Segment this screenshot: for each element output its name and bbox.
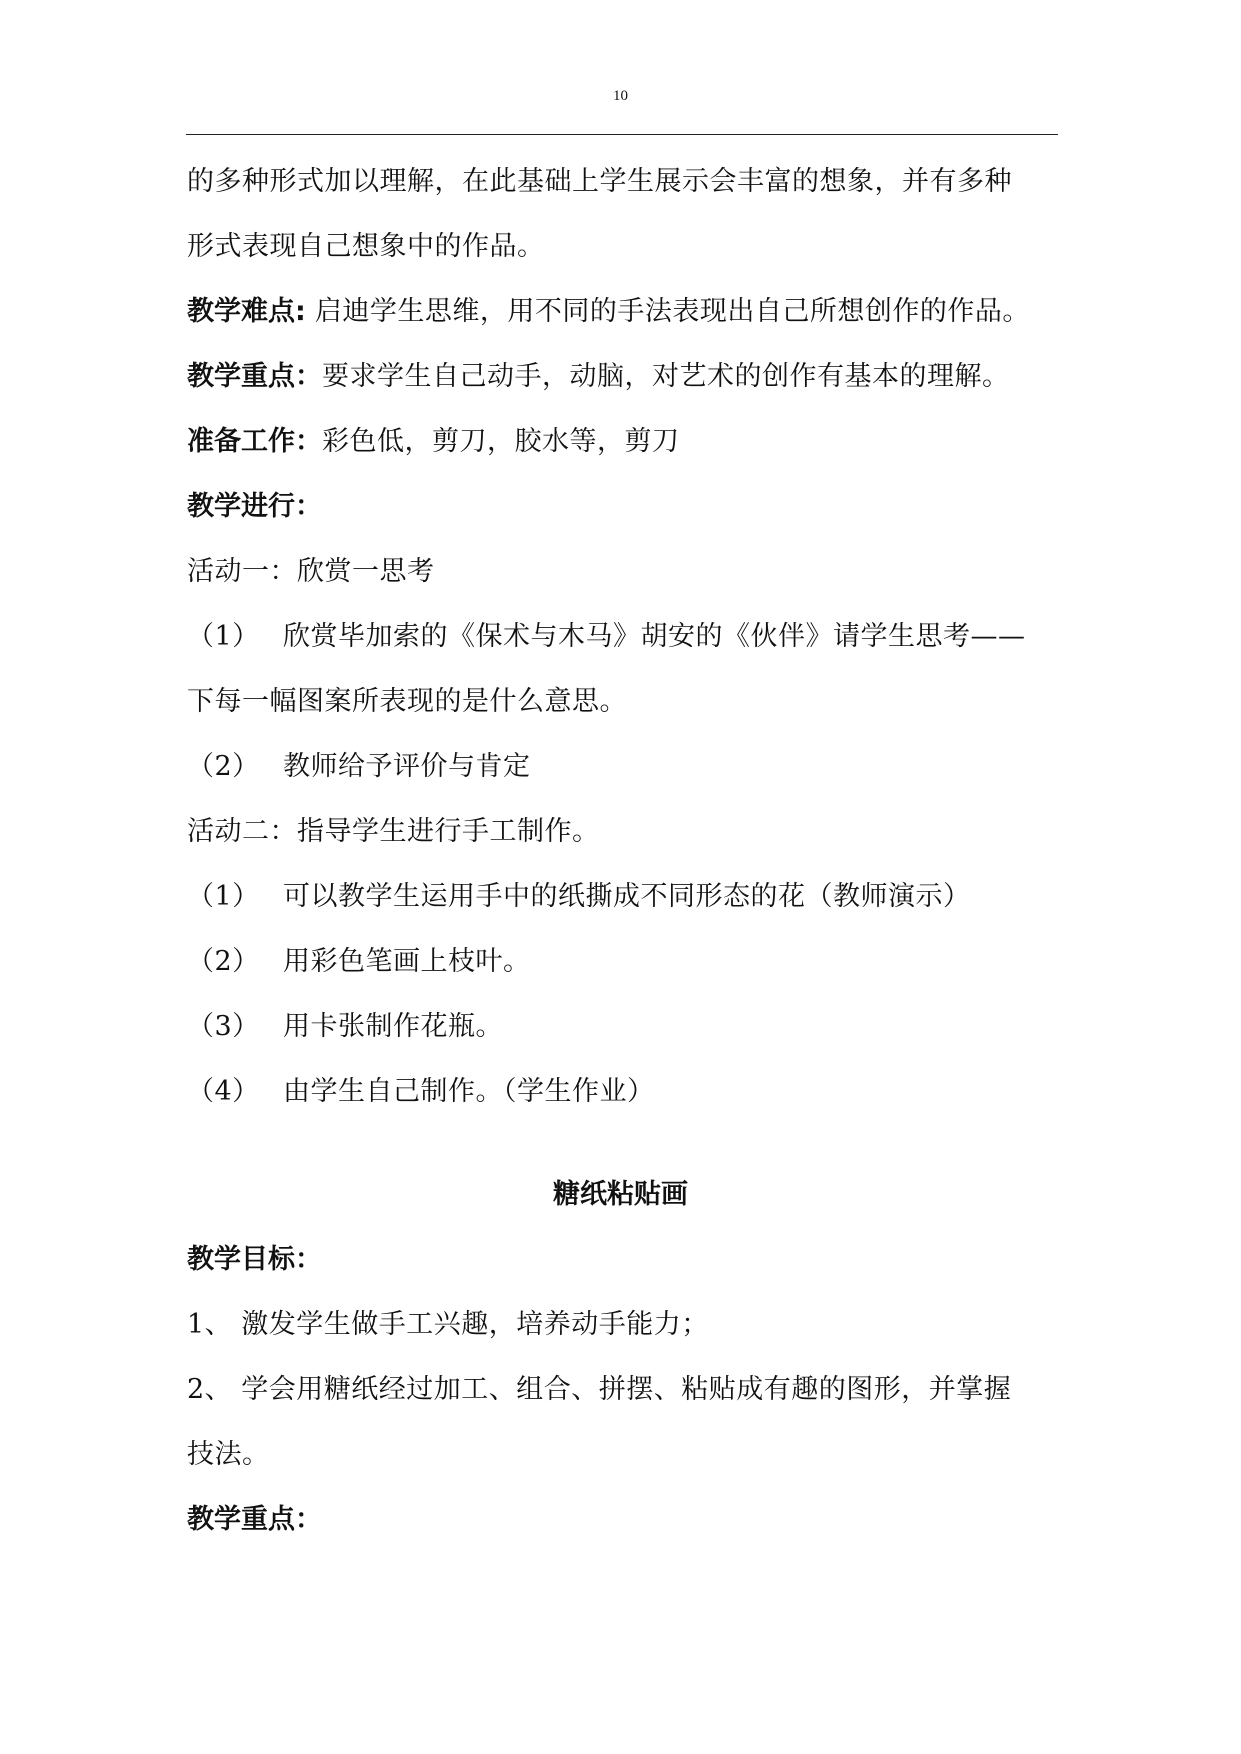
item-text: 由学生自己制作。（学生作业） bbox=[283, 1076, 655, 1107]
list-item bbox=[187, 944, 531, 980]
item-text: 欣赏毕加索的《保术与木马》胡安的《伙伴》请学生思考—— bbox=[283, 621, 1026, 652]
difficulty-label: 教学难点: bbox=[187, 296, 306, 327]
item-number: （1） bbox=[187, 621, 260, 652]
key-text: 要求学生自己动手，动脑，对艺术的创作有基本的理解。 bbox=[322, 361, 1010, 392]
item-number: （1） bbox=[187, 881, 260, 912]
paragraph-line: 技法。 bbox=[187, 1439, 270, 1470]
header-rule bbox=[186, 134, 1058, 135]
list-item bbox=[187, 619, 1026, 655]
list-item bbox=[187, 879, 971, 915]
list-item bbox=[187, 749, 531, 785]
item-number: （2） bbox=[187, 751, 260, 782]
item-number: （4） bbox=[187, 1076, 260, 1107]
item-text: 用卡张制作花瓶。 bbox=[283, 1011, 503, 1042]
teaching-difficulty bbox=[187, 294, 1030, 330]
item-number: （3） bbox=[187, 1011, 260, 1042]
goal-item: 2、 学会用糖纸经过加工、组合、拼摆、粘贴成有趣的图形，并掌握 bbox=[187, 1374, 1012, 1405]
item-text: 可以教学生运用手中的纸撕成不同形态的花（教师演示） bbox=[283, 881, 971, 912]
prep-label: 准备工作： bbox=[187, 426, 322, 457]
paragraph-line: 下每一幅图案所表现的是什么意思。 bbox=[187, 686, 627, 717]
activity-two: 活动二：指导学生进行手工制作。 bbox=[187, 816, 600, 847]
teaching-key-point bbox=[187, 359, 1010, 395]
list-item bbox=[187, 1009, 503, 1045]
list-item bbox=[187, 1074, 655, 1110]
item-number: （2） bbox=[187, 946, 260, 977]
item-text: 教师给予评价与肯定 bbox=[283, 751, 531, 782]
activity-one: 活动一：欣赏一思考 bbox=[187, 556, 435, 587]
goal-item: 1、 激发学生做手工兴趣，培养动手能力； bbox=[187, 1309, 709, 1340]
paragraph-line: 的多种形式加以理解，在此基础上学生展示会丰富的想象，并有多种 bbox=[187, 166, 1012, 197]
section-title: 糖纸粘贴画 bbox=[553, 1179, 688, 1210]
difficulty-text: 启迪学生思维，用不同的手法表现出自己所想创作的作品。 bbox=[305, 296, 1030, 327]
paragraph-line: 形式表现自己想象中的作品。 bbox=[187, 231, 545, 262]
prep-text: 彩色低，剪刀，胶水等，剪刀 bbox=[322, 426, 680, 457]
page-number: 10 bbox=[613, 88, 628, 104]
preparation bbox=[187, 424, 680, 460]
process-heading: 教学进行： bbox=[187, 491, 322, 522]
key-point-heading: 教学重点： bbox=[187, 1504, 322, 1535]
goal-heading: 教学目标： bbox=[187, 1244, 322, 1275]
key-label: 教学重点： bbox=[187, 361, 322, 392]
item-text: 用彩色笔画上枝叶。 bbox=[283, 946, 531, 977]
